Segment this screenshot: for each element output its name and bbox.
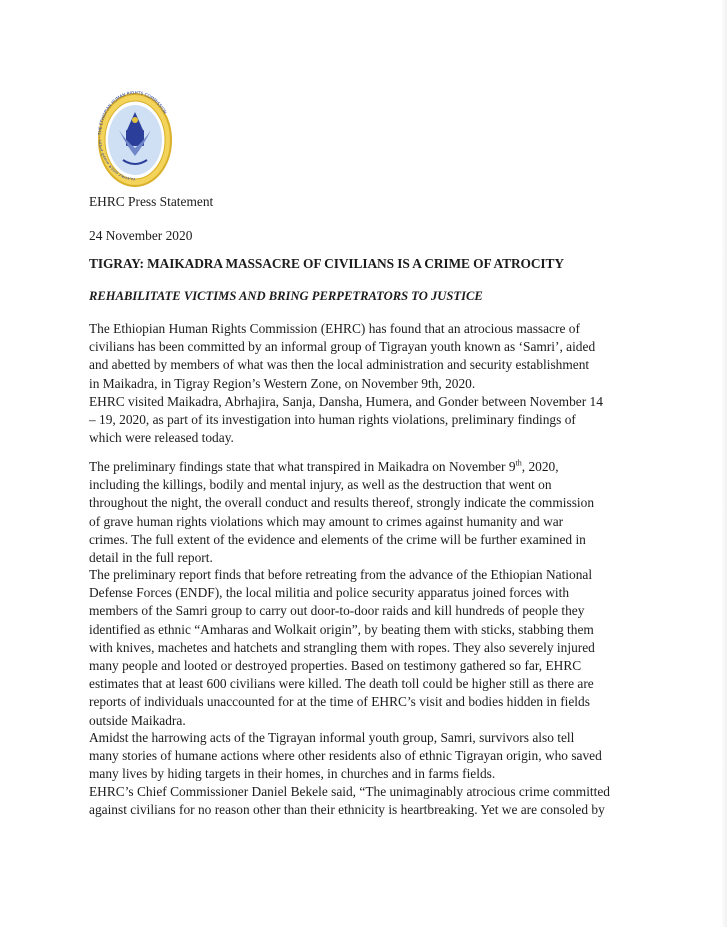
paragraph-line: civilians has been committed by an informal group of Tigrayan youth known as ‘Samri’, aided [89,339,596,355]
paragraph-line: with knives, machetes and hatchets and strangling them with ropes. They also severely injured [89,639,595,655]
paragraph-line: – 19, 2020, as part of its investigation into human rights violations, preliminary findings of [89,412,576,428]
p3-first-text-end: , 2020, [521,459,559,474]
p3-first-text: The preliminary findings state that what transpired in Maikadra on November 9 [89,459,516,474]
paragraph-line: of grave human rights violations which may amount to crimes against humanity and war [89,513,564,529]
document-label: EHRC Press Statement [89,194,214,209]
paragraph-line [89,458,594,476]
paragraph-line: identified as ethnic “Amharas and Wolkait origin”, by beating them with sticks, stabbing them [89,621,594,637]
paragraph-line: which were released today. [89,430,234,446]
paragraph-line: outside Maikadra. [89,712,186,728]
paragraph-line: and abetted by members of what was then the local administration and security establishment [89,357,590,373]
paragraph-line: crimes. The full extent of the evidence and elements of the crime will be further examined in [89,531,586,547]
ordinal-suffix: th [515,458,522,468]
paragraph-line: reports of individuals unaccounted for at the time of EHRC’s visit and bodies hidden in fields [89,694,590,710]
paragraph-3 [89,458,594,567]
paragraph-line: EHRC’s Chief Commissioner Daniel Bekele said, “The unimaginably atrocious crime committed [89,784,611,799]
paragraph-line: including the killings, bodily and mental injury, as well as the destruction that went on [89,477,552,493]
paragraph-line: detail in the full report. [89,550,213,566]
paragraph-line: against civilians for no reason other than their ethnicity is heartbreaking. Yet we are consoled by [89,802,605,818]
document-title: TIGRAY: MAIKADRA MASSACRE OF CIVILIANS IS A CRIME OF ATROCITY [89,256,564,271]
paragraph-line: members of the Samri group to carry out door-to-door raids and kill hundreds of people they [89,603,585,619]
paragraph-line: throughout the night, the overall conduct and results thereof, strongly indicate the commission [89,495,595,511]
ehrc-seal-logo [97,90,173,190]
paragraph-5 [89,729,602,784]
paragraph-line: The preliminary report finds that before retreating from the advance of the Ethiopian National [89,567,593,582]
paragraph-4 [89,566,595,730]
paragraph-2 [89,393,603,448]
paragraph-1 [89,320,595,393]
paragraph-line: The Ethiopian Human Rights Commission (EHRC) has found that an atrocious massacre of [89,321,580,336]
paragraph-line: in Maikadra, in Tigray Region’s Western Zone, on November 9th, 2020. [89,375,476,391]
paragraph-line: many people and looted or destroyed properties. Based on testimony gathered so far, EHRC [89,658,582,674]
paragraph-line: Amidst the harrowing acts of the Tigrayan informal youth group, Samri, survivors also tell [89,730,575,745]
paragraph-6 [89,783,610,819]
document-date: 24 November 2020 [89,228,193,243]
paragraph-line: many lives by hiding targets in their homes, in churches and in farms fields. [89,766,496,782]
paragraph-line: Defense Forces (ENDF), the local militia and police security apparatus joined forces with [89,585,570,601]
seal-ring-text: የኢትዮጵያ ሰብአዊ መብቶች ኮሚሽን · THE ETHIOPIAN HUMAN RIGHTS COMMISSION [97,90,168,183]
paragraph-line: estimates that at least 600 civilians were killed. The death toll could be higher still as there are [89,676,594,692]
paragraph-line: many stories of humane actions where other residents also of ethnic Tigrayan origin, who saved [89,748,602,764]
paragraph-line: EHRC visited Maikadra, Abrhajira, Sanja, Dansha, Humera, and Gonder between November 14 [89,394,603,409]
page-edge-shadow [721,0,727,927]
document-subtitle: REHABILITATE VICTIMS AND BRING PERPETRATORS TO JUSTICE [89,289,483,303]
